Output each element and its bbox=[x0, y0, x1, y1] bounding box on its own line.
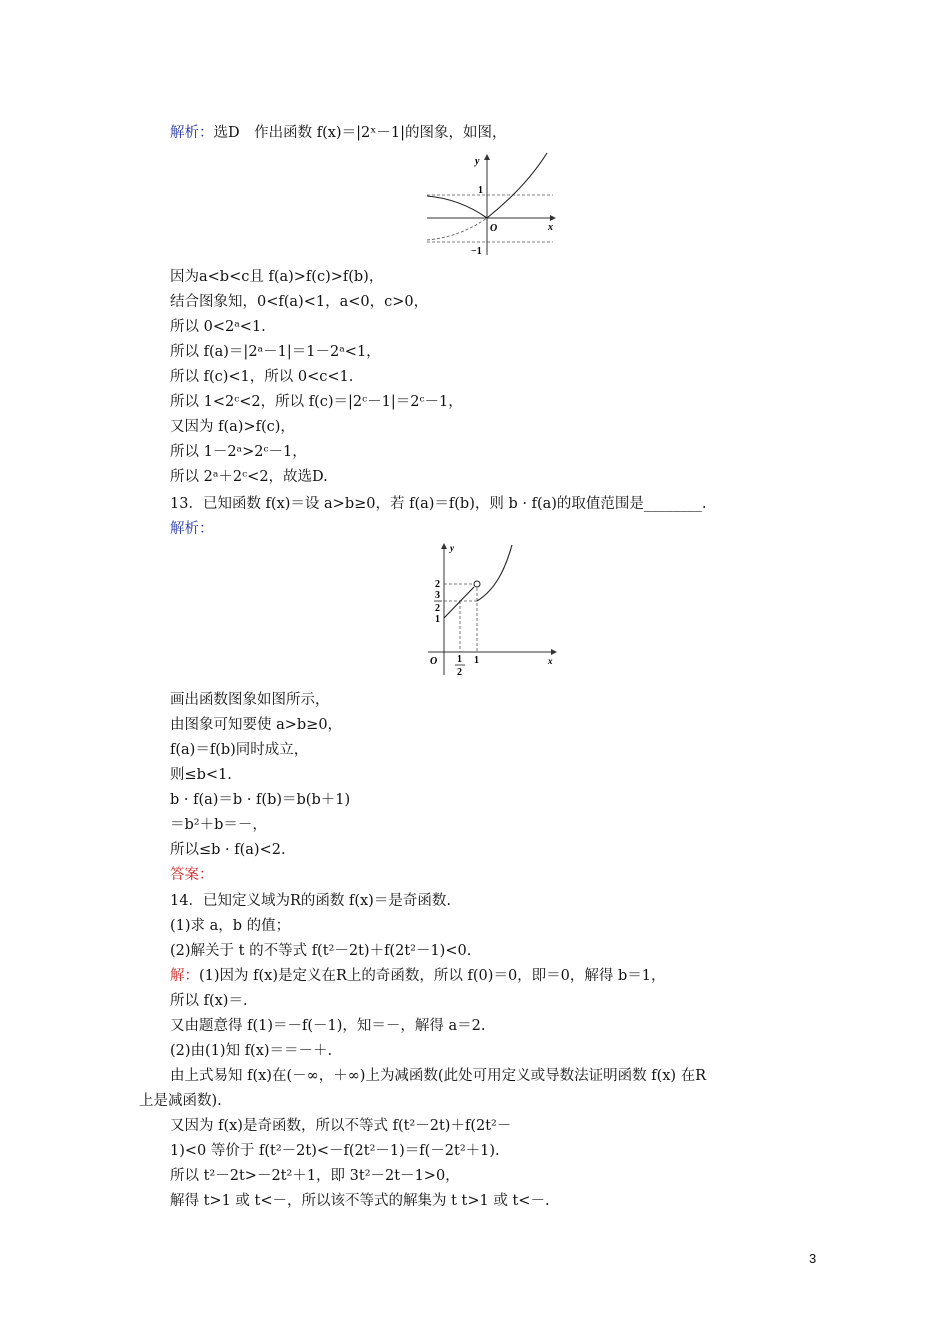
text-line: 所以 f(x)＝. bbox=[170, 993, 248, 1009]
curve-dashed bbox=[427, 218, 487, 240]
problem-14: 14．已知定义域为R的函数 f(x)＝是奇函数. bbox=[170, 893, 451, 909]
text-line: 所以 f(c)<1，所以 0<c<1. bbox=[170, 369, 354, 385]
text-line: 因为a<b<c且 f(a)>f(c)>f(b)， bbox=[170, 269, 384, 285]
curve-left bbox=[427, 196, 487, 218]
y-tick-3-2-num: 3 bbox=[435, 590, 440, 601]
text-line: ＝b²＋b＝－， bbox=[170, 817, 267, 833]
linear-segment bbox=[444, 587, 474, 618]
text-line: 由上式易知 f(x)在(－∞，＋∞)上为减函数(此处可用定义或导数法证明函数 f(x) 在R bbox=[170, 1068, 707, 1084]
tick-neg1: −1 bbox=[471, 246, 482, 257]
text-line: f(a)＝f(b)同时成立， bbox=[170, 742, 309, 758]
solution-12-first-line bbox=[170, 123, 506, 143]
text-line: 所以 t²－2t>－2t²＋1，即 3t²－2t－1>0， bbox=[170, 1168, 460, 1184]
curve-right bbox=[487, 153, 547, 218]
problem-13: 13．已知函数 f(x)＝设 a>b≥0，若 f(a)＝f(b)，则 b · f(a)的取值范围是________. bbox=[170, 496, 707, 512]
exponential-curve bbox=[477, 545, 512, 601]
text-line: 解得 t>1 或 t<－，所以该不等式的解集为 t t>1 或 t<－. bbox=[170, 1193, 550, 1209]
solution-label: 解： bbox=[170, 968, 199, 984]
text-line: 又由题意得 f(1)＝－f(－1)，知＝－，解得 a＝2. bbox=[170, 1018, 486, 1034]
analysis-label: 解析： bbox=[170, 125, 214, 141]
x-tick-half-den: 2 bbox=[457, 667, 462, 678]
text-line: 所以 2ᵃ＋2ᶜ<2，故选D. bbox=[170, 469, 328, 485]
y-tick-1: 1 bbox=[435, 614, 440, 625]
solution-14-first-line bbox=[170, 966, 666, 986]
text-line: 结合图象知，0<f(a)<1，a<0，c>0， bbox=[170, 294, 429, 310]
origin-label: O bbox=[490, 223, 498, 234]
analysis-label: 解析： bbox=[170, 521, 214, 537]
text-line: 1)<0 等价于 f(t²－2t)<－f(2t²－1)＝f(－2t²＋1). bbox=[170, 1143, 500, 1159]
text-line: (2)由(1)知 f(x)＝＝－＋. bbox=[170, 1043, 333, 1059]
text-line: 画出函数图象如图所示， bbox=[170, 692, 330, 708]
text-line: 所以 0<2ᵃ<1. bbox=[170, 319, 266, 335]
figure-abs-exponential bbox=[425, 150, 560, 260]
line-text: (1)因为 f(x)是定义在R上的奇函数，所以 f(0)＝0，即＝0，解得 b＝1， bbox=[199, 968, 666, 984]
x-label: x bbox=[548, 222, 553, 233]
text-line: 所以 f(a)＝|2ᵃ－1|＝1－2ᵃ<1， bbox=[170, 344, 381, 360]
y-tick-2: 2 bbox=[435, 579, 440, 590]
y-label: y bbox=[450, 543, 454, 553]
answer-label: 答案： bbox=[170, 867, 214, 883]
tick-1: 1 bbox=[478, 185, 483, 196]
x-label: x bbox=[548, 656, 553, 666]
line-text: 选D 作出函数 f(x)＝|2ˣ－1|的图象，如图， bbox=[213, 125, 507, 141]
page-number: 3 bbox=[809, 1251, 817, 1266]
text-line: (1)求 a，b 的值； bbox=[170, 918, 291, 934]
text-line: 所以 1－2ᵃ>2ᶜ－1， bbox=[170, 444, 307, 460]
text-line: 上是减函数). bbox=[139, 1093, 222, 1109]
text-line: 所以 1<2ᶜ<2，所以 f(c)＝|2ᶜ－1|＝2ᶜ－1， bbox=[170, 394, 463, 410]
x-tick-half-num: 1 bbox=[457, 654, 462, 665]
y-tick-3-2-den: 2 bbox=[435, 603, 440, 614]
origin-label: O bbox=[430, 656, 438, 667]
text-line: 又因为 f(x)是奇函数，所以不等式 f(t²－2t)＋f(2t²－ bbox=[170, 1118, 512, 1134]
text-line: (2)解关于 t 的不等式 f(t²－2t)＋f(2t²－1)<0. bbox=[170, 943, 472, 959]
text-line: b · f(a)＝b · f(b)＝b(b＋1) bbox=[170, 792, 351, 808]
open-point bbox=[474, 581, 480, 587]
text-line: 所以≤b · f(a)<2. bbox=[170, 842, 286, 858]
figure-piecewise bbox=[420, 540, 560, 678]
text-line: 则≤b<1. bbox=[170, 767, 232, 783]
text-line: 又因为 f(a)>f(c)， bbox=[170, 419, 295, 435]
text-line: 由图象可知要使 a>b≥0， bbox=[170, 717, 343, 733]
y-label: y bbox=[475, 156, 480, 167]
x-tick-1: 1 bbox=[474, 655, 479, 666]
